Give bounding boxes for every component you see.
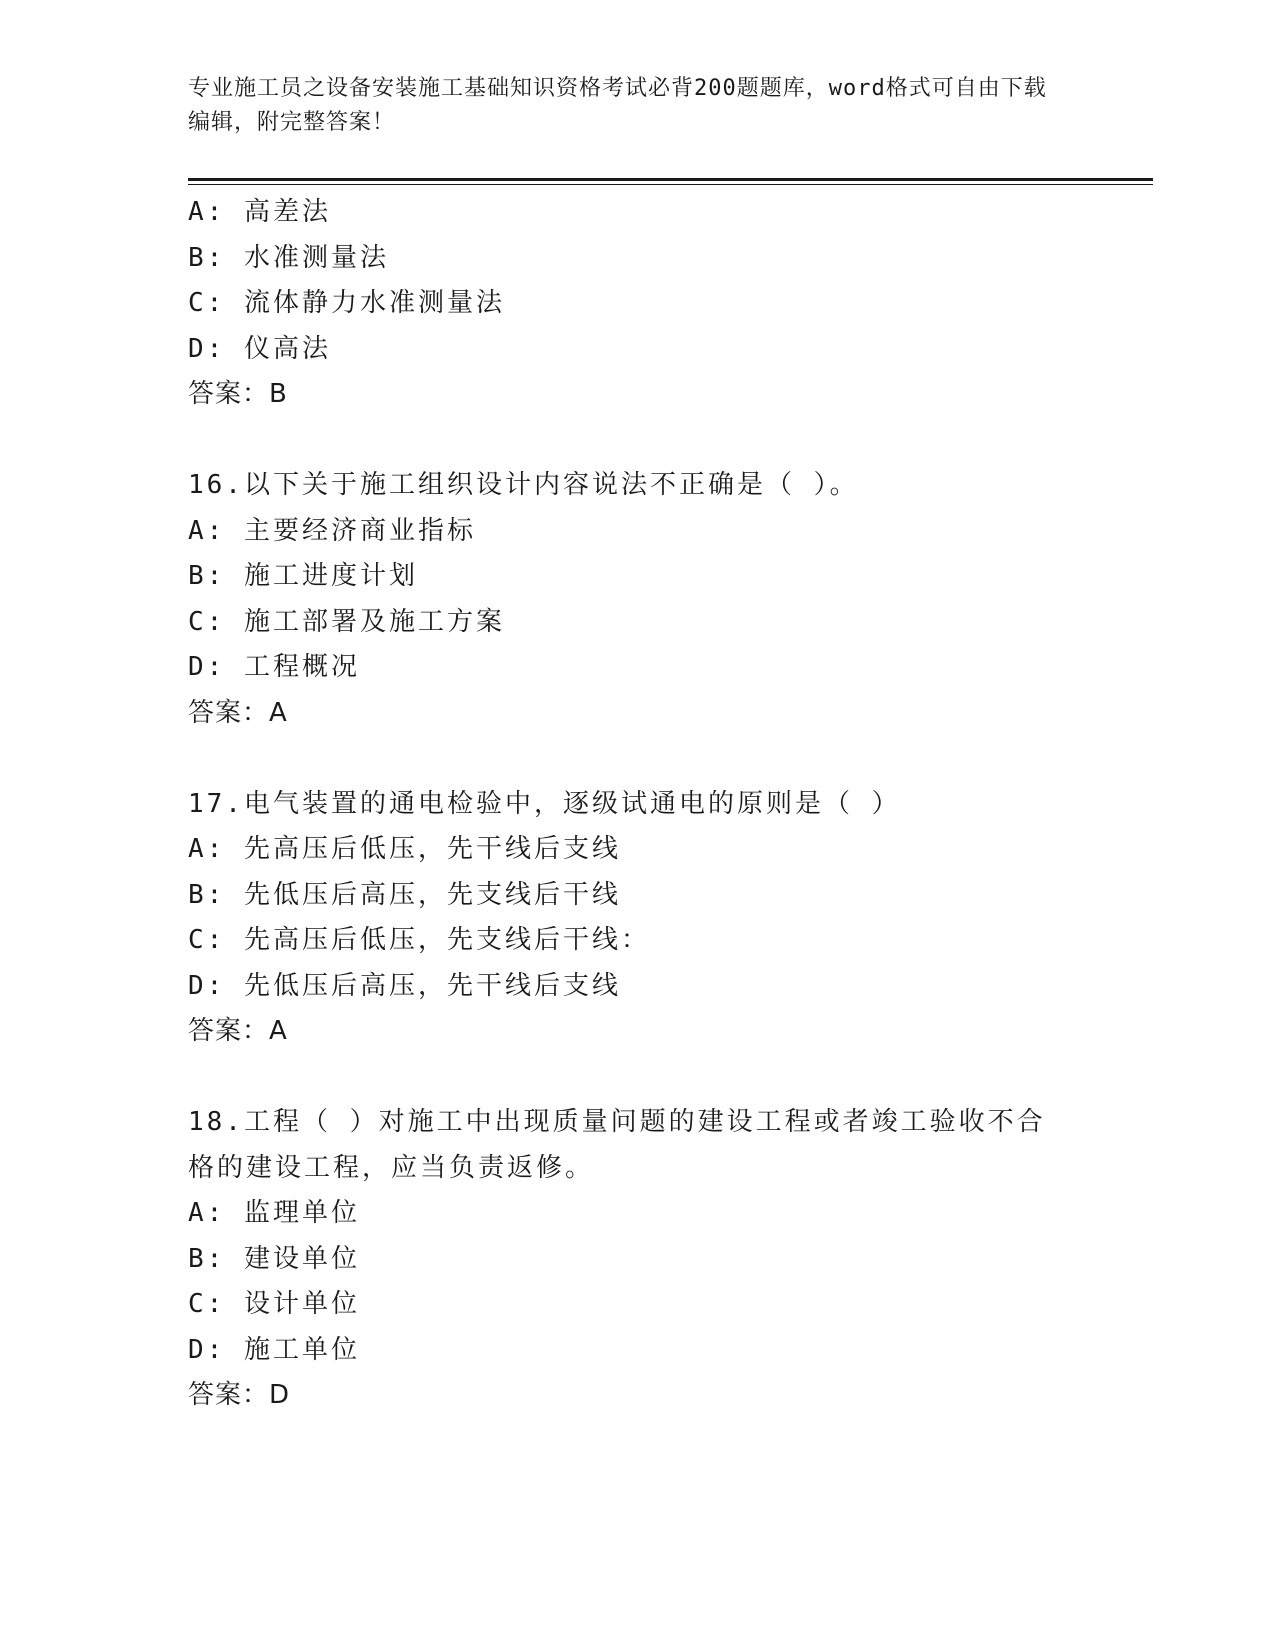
question-text: 16.以下关于施工组织设计内容说法不正确是（ ）。 [188,470,859,500]
header-divider-thick [188,178,1153,181]
option-a: A: 监理单位 [188,1198,360,1228]
question-block-17 [188,782,1068,1055]
option-d: D: 仪高法 [188,333,331,364]
question-text: 17.电气装置的通电检验中，逐级试通电的原则是（ ） [188,788,901,819]
option-c: C: 先高压后低压，先支线后干线： [188,925,650,955]
option-d: D: 工程概况 [188,652,360,682]
option-b: B: 建设单位 [188,1243,360,1274]
option-d: D: 先低压后高压，先干线后支线 [188,970,621,1001]
option-b: B: 先低压后高压，先支线后干线 [188,879,621,910]
option-a: A: 高差法 [188,197,331,227]
answer-line: 答案：D [188,1380,291,1410]
option-c: C: 流体静力水准测量法 [188,288,505,318]
option-c: C: 施工部署及施工方案 [188,606,505,637]
option-a: A: 主要经济商业指标 [188,515,476,546]
option-b: B: 施工进度计划 [188,561,418,591]
document-header: 专业施工员之设备安装施工基础知识资格考试必背200题题库，word格式可自由下载编辑，附完整答案！ [188,76,1047,135]
question-block-18 [188,1100,1068,1419]
question-block-15 [188,190,1068,418]
question-list [188,190,1068,1419]
option-d: D: 施工单位 [188,1334,360,1365]
option-c: C: 设计单位 [188,1289,360,1319]
option-a: A: 先高压后低压，先干线后支线 [188,834,621,864]
answer-line: 答案：B [188,379,288,409]
option-b: B: 水准测量法 [188,242,389,273]
question-block-16 [188,463,1068,736]
header-divider-thin [188,184,1153,185]
answer-line: 答案：A [188,697,288,728]
question-text: 18.工程（ ）对施工中出现质量问题的建设工程或者竣工验收不合格的建设工程，应当负责返修。 [188,1107,1046,1183]
answer-line: 答案：A [188,1016,288,1046]
